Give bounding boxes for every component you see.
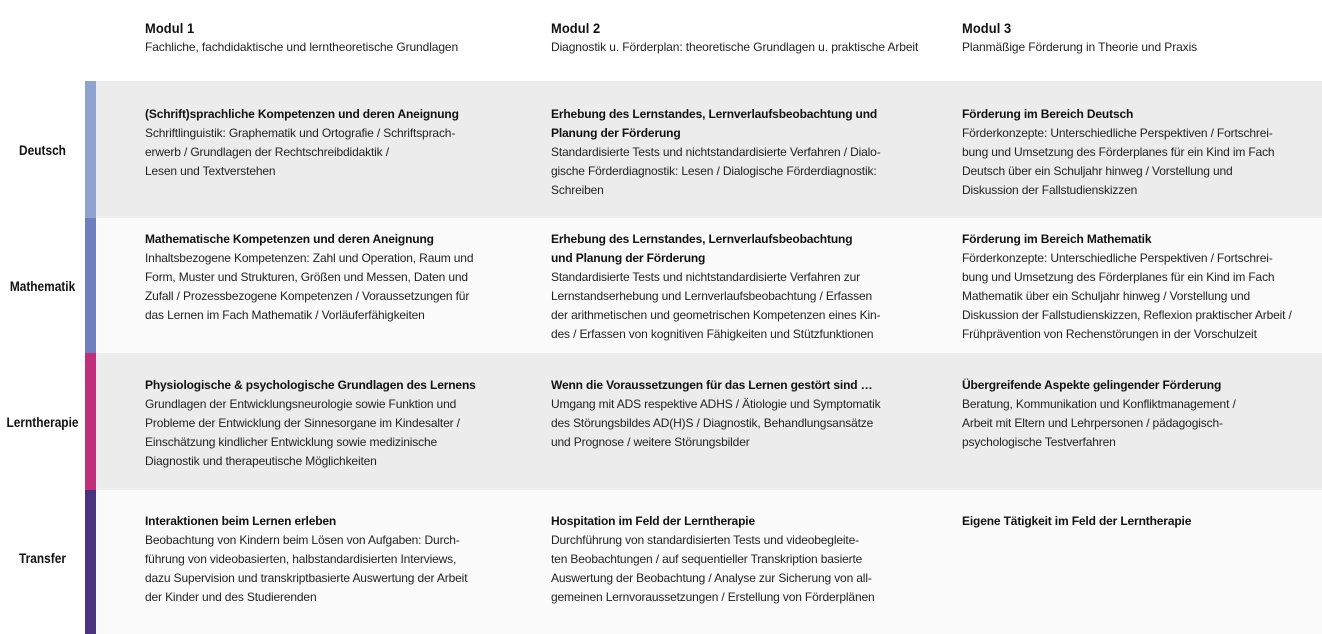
cell-body-line: Mathematik über ein Schuljahr hinweg / Vorstellung und xyxy=(962,289,1251,303)
cell-body-line: Beratung, Kommunikation und Konfliktmanagement / xyxy=(962,397,1236,411)
row-color-bar xyxy=(85,81,96,218)
cell-title: und Planung der Förderung xyxy=(551,251,706,265)
module-header-row xyxy=(0,0,1322,80)
cell-body-line: psychologische Testverfahren xyxy=(962,435,1116,449)
cell-body-line: Deutsch über ein Schuljahr hinweg / Vorstellung und xyxy=(962,164,1233,178)
cell-body-line: erwerb / Grundlagen der Rechtschreibdidaktik / xyxy=(145,145,389,159)
cell-body-line: bung und Umsetzung des Förderplanes für ein Kind im Fach xyxy=(962,270,1275,284)
cell-title: Förderung im Bereich Deutsch xyxy=(962,107,1134,121)
cell-module-2 xyxy=(551,230,913,344)
cell-module-1 xyxy=(145,376,505,471)
row-label: Deutsch xyxy=(19,143,66,158)
cell-title: Hospitation im Feld der Lerntherapie xyxy=(551,514,755,528)
cell-body-line: Schreiben xyxy=(551,183,604,197)
module-1-header xyxy=(145,20,458,54)
cell-body-line: Durchführung von standardisierten Tests und videobegleite- xyxy=(551,533,859,547)
cell-body-line: Einschätzung kindlicher Entwicklung sowie medizinische xyxy=(145,435,438,449)
cell-body-line: Schriftlinguistik: Graphematik und Ortografie / Schriftsprach- xyxy=(145,126,456,140)
cell-body-line: dazu Supervision und transkriptbasierte Auswertung der Arbeit xyxy=(145,571,468,585)
cell-body-line: des Störungsbildes AD(H)S / Diagnostik, Behandlungsansätze xyxy=(551,416,874,430)
cell-body-line: ten Beobachtungen / auf sequentieller Transkription basierte xyxy=(551,552,863,566)
cell-body-line: das Lernen im Fach Mathematik / Vorläuferfähigkeiten xyxy=(145,308,425,322)
cell-body-line: Standardisierte Tests und nichtstandardisierte Verfahren zur xyxy=(551,270,860,284)
row-color-bar xyxy=(85,353,96,490)
row-label: Mathematik xyxy=(9,279,76,294)
cell-title: Wenn die Voraussetzungen für das Lernen gestört sind … xyxy=(551,378,873,392)
cell-module-3 xyxy=(962,512,1314,531)
row-label: Lerntherapie xyxy=(6,415,79,430)
cell-title: Planung der Förderung xyxy=(551,126,681,140)
table-row-transfer xyxy=(0,490,1322,634)
cell-body-line: Probleme der Entwicklung der Sinnesorgane im Kindesalter / xyxy=(145,416,460,430)
cell-module-3 xyxy=(962,230,1314,344)
cell-module-2 xyxy=(551,376,913,452)
cell-module-2 xyxy=(551,105,913,200)
cell-body-line: Förderkonzepte: Unterschiedliche Perspektiven / Fortschrei- xyxy=(962,251,1273,265)
module-3-subtitle: Planmäßige Förderung in Theorie und Praxis xyxy=(962,40,1198,54)
cell-body-line: und Prognose / weitere Störungsbilder xyxy=(551,435,750,449)
cell-body-line: Förderkonzepte: Unterschiedliche Perspektiven / Fortschrei- xyxy=(962,126,1273,140)
cell-module-3 xyxy=(962,376,1314,452)
cell-body-line: Lernstandserhebung und Lernverlaufsbeobachtung / Erfassen xyxy=(551,289,873,303)
module-3-title: Modul 3 xyxy=(962,20,1012,36)
cell-title: Mathematische Kompetenzen und deren Aneignung xyxy=(145,232,434,246)
cell-body-line: des / Erfassen von kognitiven Fähigkeiten und Stützfunktionen xyxy=(551,327,874,341)
cell-body-line: Diskussion der Fallstudienskizzen xyxy=(962,183,1138,197)
module-2-title: Modul 2 xyxy=(551,20,601,36)
module-1-subtitle: Fachliche, fachdidaktische und lerntheoretische Grundlagen xyxy=(145,40,459,54)
cell-module-1 xyxy=(145,105,505,181)
row-color-bar xyxy=(85,218,96,353)
cell-title: Erhebung des Lernstandes, Lernverlaufsbeobachtung xyxy=(551,232,853,246)
cell-title: Förderung im Bereich Mathematik xyxy=(962,232,1152,246)
cell-body-line: Standardisierte Tests und nichtstandardisierte Verfahren / Dialo- xyxy=(551,145,881,159)
cell-body-line: Lesen und Textverstehen xyxy=(145,164,276,178)
cell-body-line: der Kinder und des Studierenden xyxy=(145,590,317,604)
cell-title: Interaktionen beim Lernen erleben xyxy=(145,514,337,528)
cell-title: Physiologische & psychologische Grundlagen des Lernens xyxy=(145,378,476,392)
cell-module-2 xyxy=(551,512,913,607)
module-2-header xyxy=(551,20,918,54)
cell-title: Erhebung des Lernstandes, Lernverlaufsbeobachtung und xyxy=(551,107,878,121)
module-2-subtitle: Diagnostik u. Förderplan: theoretische Grundlagen u. praktische Arbeit xyxy=(551,40,919,54)
module-1-title: Modul 1 xyxy=(145,20,195,36)
row-color-bar xyxy=(85,490,96,634)
cell-module-1 xyxy=(145,512,505,607)
cell-body-line: Inhaltsbezogene Kompetenzen: Zahl und Operation, Raum und xyxy=(145,251,474,265)
cell-body-line: gemeinen Lernvoraussetzungen / Erstellung von Förderplänen xyxy=(551,590,875,604)
table-row-lerntherapie xyxy=(0,353,1322,490)
cell-title: Eigene Tätigkeit im Feld der Lerntherapie xyxy=(962,514,1192,528)
cell-body-line: gische Förderdiagnostik: Lesen / Dialogische Förderdiagnostik: xyxy=(551,164,877,178)
module-3-header xyxy=(962,20,1197,54)
cell-body-line: Umgang mit ADS respektive ADHS / Ätiologie und Symptomatik xyxy=(551,397,881,411)
cell-body-line: Frühprävention von Rechenstörungen in der Vorschulzeit xyxy=(962,327,1257,341)
cell-body-line: führung von videobasierten, halbstandardisierten Interviews, xyxy=(145,552,457,566)
cell-body-line: Diskussion der Fallstudienskizzen, Reflexion praktischer Arbeit / xyxy=(962,308,1292,322)
table-row-mathematik xyxy=(0,218,1322,353)
cell-body-line: bung und Umsetzung des Förderplanes für ein Kind im Fach xyxy=(962,145,1275,159)
cell-module-3 xyxy=(962,105,1314,200)
cell-body-line: der arithmetischen und geometrischen Kompetenzen eines Kin- xyxy=(551,308,881,322)
cell-body-line: Beobachtung von Kindern beim Lösen von Aufgaben: Durch- xyxy=(145,533,460,547)
cell-body-line: Diagnostik und therapeutische Möglichkeiten xyxy=(145,454,377,468)
cell-body-line: Form, Muster und Strukturen, Größen und Messen, Daten und xyxy=(145,270,468,284)
cell-body-line: Grundlagen der Entwicklungsneurologie sowie Funktion und xyxy=(145,397,457,411)
cell-body-line: Zufall / Prozessbezogene Kompetenzen / Voraussetzungen für xyxy=(145,289,470,303)
cell-body-line: Arbeit mit Eltern und Lehrpersonen / pädagogisch- xyxy=(962,416,1223,430)
row-label: Transfer xyxy=(19,551,66,566)
cell-module-1 xyxy=(145,230,505,325)
cell-title: Übergreifende Aspekte gelingender Förderung xyxy=(962,378,1222,392)
table-row-deutsch xyxy=(0,81,1322,218)
cell-title: (Schrift)sprachliche Kompetenzen und deren Aneignung xyxy=(145,107,459,121)
cell-body-line: Auswertung der Beobachtung / Analyse zur Sicherung von all- xyxy=(551,571,872,585)
